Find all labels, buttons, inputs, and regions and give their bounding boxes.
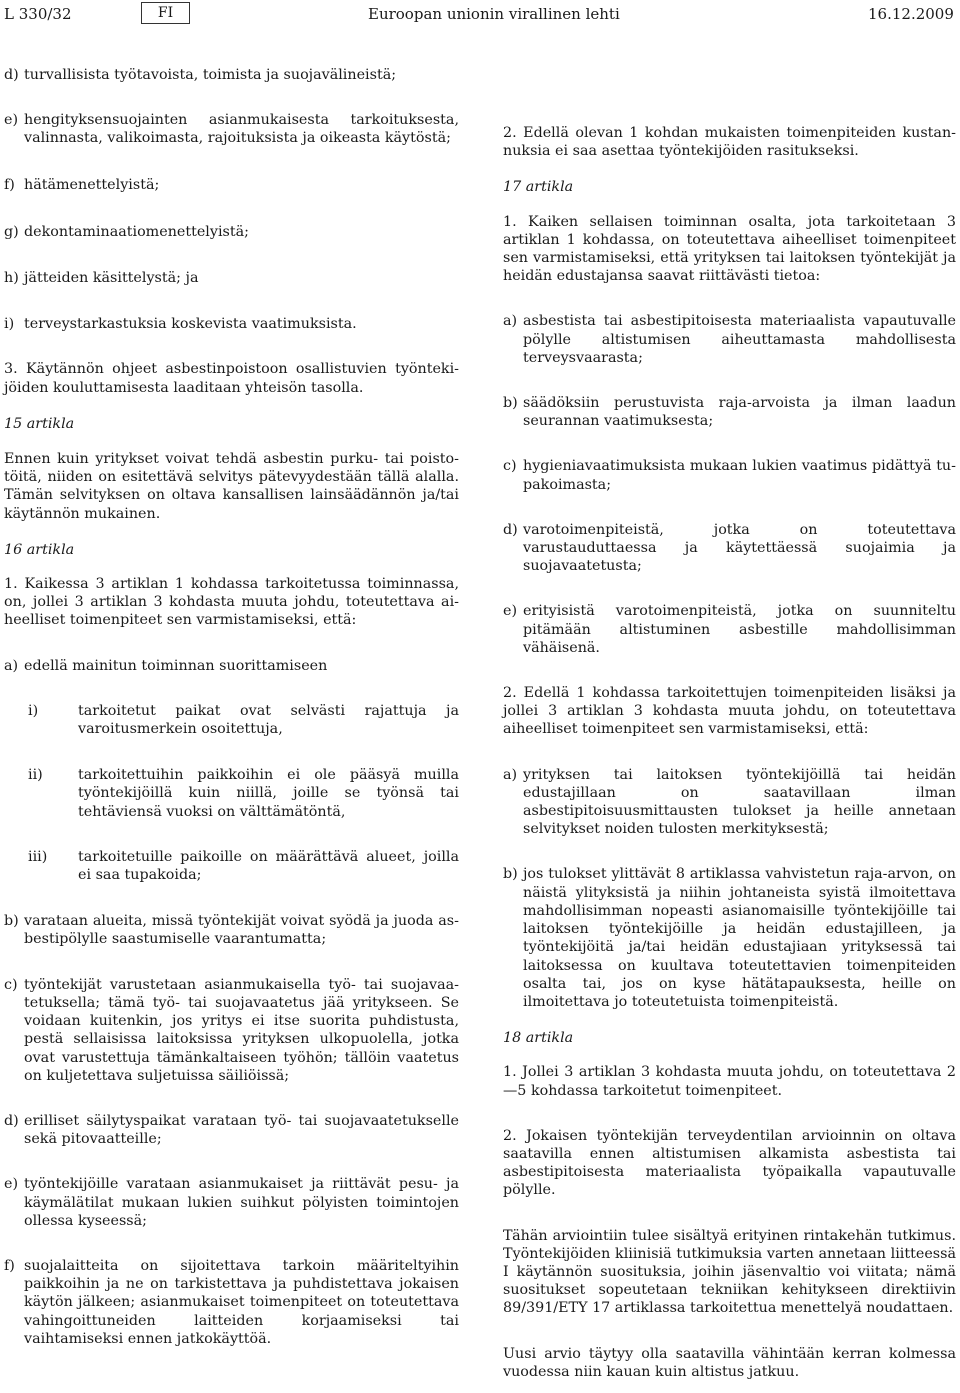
language-box: FI bbox=[141, 2, 190, 24]
list-item: iii) tarkoitetuille paikoille on määrättävä alueet, joilla ei saa tupakoida; bbox=[28, 848, 459, 884]
paragraph: Tähän arviointiin tulee sisältyä erityinen rintakehän tutkimus. Työntekijöiden kliinisiä tutkimuksia varten annetaan liitteessä I käytännön suosituksia, joihin jäsenvaltio voi viitata; nämä suositukset sopeutetaan tekniikan kehitykseen direktiivin 89/391/ETY 17 artiklassa tarkoitettua menettelyä noudattaen. bbox=[503, 1227, 956, 1317]
paragraph: 1. Jollei 3 artiklan 3 kohdasta muuta johdu, on toteutettava 2—5 kohdassa tarkoitetut toimenpiteet. bbox=[503, 1064, 956, 1099]
list-item: h) jätteiden käsittelystä; ja bbox=[4, 270, 199, 287]
issue-date: 16.12.2009 bbox=[868, 5, 954, 23]
list-item: b) säädöksiin perustuvista raja-arvoista ja ilman laadun seurannan vaatimuksesta; bbox=[503, 395, 956, 430]
paragraph: Ennen kuin yritykset voivat tehdä asbestin purku- tai poistotöitä, niiden on esitettävä selvitys pätevyydestään tällä alalla. Tämän selvityksen on oltava kansallisen lainsäädännön ja/tai käytännön mukainen. bbox=[4, 451, 459, 522]
paragraph: 1. Kaikessa 3 artiklan 1 kohdassa tarkoitetussa toiminnassa, on, jollei 3 artiklan 3 kohdasta muuta johdu, toteutettava aiheelliset toimenpiteet sen varmistamiseksi, että: bbox=[4, 576, 459, 629]
list-item: c) työntekijät varustetaan asianmukaisella työ- tai suojavaatetuksella; tämä työ- tai suojavaatetus jää yritykseen. Se voidaan kuitenkin, jos yritys ei itse suorita puhdistusta, pestä sellaisissa laitoksissa yrityksen ulkopuolella, jotka ovat varustettuja tämänkaltaiseen työhön; tällöin vaatetus on kuljetettava suljetuissa säiliöissä; bbox=[4, 976, 459, 1084]
right-column bbox=[503, 80, 956, 1381]
page-number: L 330/32 bbox=[4, 5, 72, 23]
list-item: d) turvallisista työtavoista, toimista ja suojavälineistä; bbox=[4, 67, 397, 83]
left-column bbox=[4, 66, 459, 1348]
list-item: g) dekontaminaatiomenettelyistä; bbox=[4, 223, 249, 240]
journal-title: Euroopan unionin virallinen lehti bbox=[368, 5, 620, 23]
article-heading: 18 artikla bbox=[503, 1030, 574, 1047]
paragraph: 2. Jokaisen työntekijän terveydentilan arvioinnin on oltava saatavilla ennen altistumisen alkamista asbestista tai asbestipitoisesta materiaalista työpaikalla vapautuvalle pölylle. bbox=[503, 1127, 956, 1199]
list-item: f) suojalaitteita on sijoitettava tarkoin määriteltyihin paikkoihin ja ne on tarkistettava ja puhdistettava jokaisen käytön jälkeen; asianmukaiset toimenpiteet on toteutettava vahingoittuneiden laitteiden korjaamiseksi tai vaihtamiseksi ennen jatkokäyttöä. bbox=[4, 1257, 459, 1347]
list-item: e) erityisistä varotoimenpiteistä, jotka on suunniteltu pitämään altistuminen asbestille mahdollisimman vähäisenä. bbox=[503, 603, 956, 656]
page-header bbox=[0, 0, 960, 30]
list-item: i) tarkoitetut paikat ovat selvästi rajattuja ja varoitusmerkein osoitettuja, bbox=[28, 702, 459, 738]
list-item: f) hätämenettelyistä; bbox=[4, 176, 160, 193]
list-item: d) erilliset säilytyspaikat varataan työ- tai suojavaatetukselle sekä pitovaatteille; bbox=[4, 1112, 459, 1148]
article-heading: 16 artikla bbox=[4, 541, 75, 558]
paragraph: 2. Edellä 1 kohdassa tarkoitettujen toimenpiteiden lisäksi ja jollei 3 artiklan 3 kohdasta muuta johdu, on toteutettava aiheelliset toimenpiteet sen varmistamiseksi, että: bbox=[503, 685, 956, 738]
list-item: b) varataan alueita, missä työntekijät voivat syödä ja juoda asbestipölylle saastumiselle vaarantumatta; bbox=[4, 913, 459, 948]
paragraph: 2. Edellä olevan 1 kohdan mukaisten toimenpiteiden kustannuksia ei saa asettaa työntekijöiden rasitukseksi. bbox=[503, 125, 956, 160]
list-item: a) asbestista tai asbestipitoisesta materiaalista vapautuvalle pölylle altistumisen aiheuttamasta mahdollisesta terveysvaarasta; bbox=[503, 313, 956, 366]
paragraph: Uusi arvio täytyy olla saatavilla vähintään kerran kolmessa vuodessa niin kauan kuin altistus jatkuu. bbox=[503, 1345, 956, 1380]
paragraph: 3. Käytännön ohjeet asbestinpoistoon osallistuvien työntekijöiden kouluttamisesta laaditaan yhteisön tasolla. bbox=[4, 361, 459, 396]
list-item: i) terveystarkastuksia koskevista vaatimuksista. bbox=[4, 316, 357, 333]
list-item: e) työntekijöille varataan asianmukaiset ja riittävät pesu- ja käymälätilat mukaan lukien suihkut pölyisten toimintojen ollessa kyseessä; bbox=[4, 1176, 459, 1229]
list-item: e) hengityksensuojainten asianmukaisesta tarkoituksesta, valinnasta, valikoimasta, rajoituksista ja oikeasta käytöstä; bbox=[4, 112, 459, 147]
list-item: d) varotoimenpiteistä, jotka on toteutettava varustauduttaessa ja käytettäessä suojaimia ja suojavaatetusta; bbox=[503, 521, 956, 575]
list-item: b) jos tulokset ylittävät 8 artiklassa vahvistetun raja-arvon, on näistä ylityksistä ja niihin johtaneista syistä ilmoitettava mahdollisimman nopeasti asianomaisille työntekijöille tai laitoksen työntekijöille ja heidän edustajilleen, ja työntekijöitä ja/tai heidän edustajiaan yrityksessä tai laitoksessa on kuultava toteutettavien toimenpiteiden osalta tai, jos on kyse hätätapauksesta, heille on ilmoitettava jo toteutetuista toimenpiteistä. bbox=[503, 866, 956, 1010]
list-item: a) edellä mainitun toiminnan suorittamiseen bbox=[4, 657, 328, 674]
paragraph: 1. Kaiken sellaisen toiminnan osalta, jota tarkoitetaan 3 artiklan 1 kohdassa, on toteutettava aiheelliset toimenpiteet sen varmistamiseksi, että yrityksen tai laitoksen työntekijät ja heidän edustajansa saavat riittävästi tietoa: bbox=[503, 213, 956, 285]
list-item: a) yrityksen tai laitoksen työntekijöillä tai heidän edustajillaan on saatavillaan ilman asbestipitoisuusmittausten tulokset ja heille annetaan selvitykset noiden tulosten merkityksestä; bbox=[503, 766, 956, 838]
list-item: ii) tarkoitettuihin paikkoihin ei ole pääsyä muilla työntekijöillä kuin niillä, joille se työnsä tai tehtäviensä vuoksi on välttämätöntä, bbox=[28, 767, 459, 820]
article-heading: 15 artikla bbox=[4, 415, 75, 432]
list-item: c) hygieniavaatimuksista mukaan lukien vaatimus pidättyä tupakoimasta; bbox=[503, 458, 956, 493]
article-heading: 17 artikla bbox=[503, 179, 574, 196]
